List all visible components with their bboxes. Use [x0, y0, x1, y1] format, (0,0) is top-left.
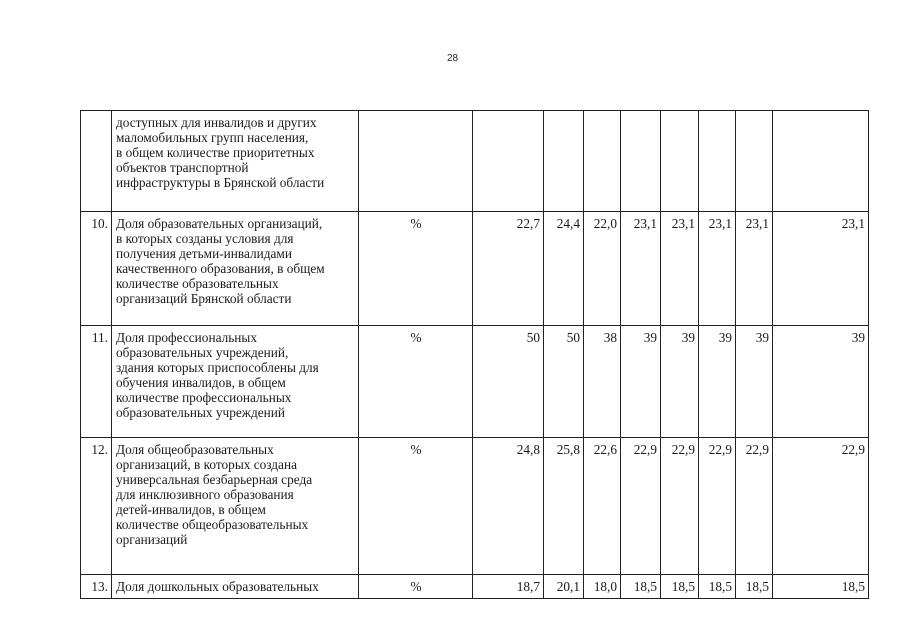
unit-cell: [359, 111, 473, 212]
unit-cell: %: [359, 212, 473, 326]
row-number: 11.: [81, 326, 112, 438]
indicator-name: [112, 575, 359, 599]
indicator-name: [112, 111, 359, 212]
value-cell: 22,0: [584, 212, 621, 326]
value-cell: 18,5: [661, 575, 699, 599]
indicator-name-line: доступных для инвалидов и других: [116, 115, 317, 130]
table-row: [81, 575, 869, 599]
table-row: [81, 326, 869, 438]
indicator-name: [112, 326, 359, 438]
value-cell: 39: [661, 326, 699, 438]
indicator-name-line: здания которых приспособлены для: [116, 360, 319, 375]
value-cell: 20,1: [544, 575, 584, 599]
value-cell: [473, 111, 544, 212]
value-cell: 18,5: [736, 575, 773, 599]
value-cell: [621, 111, 661, 212]
value-cell: 39: [736, 326, 773, 438]
value-cell: 50: [473, 326, 544, 438]
row-number: 10.: [81, 212, 112, 326]
indicator-name-line: количестве образовательных: [116, 276, 279, 291]
value-cell: [699, 111, 736, 212]
unit-cell: %: [359, 326, 473, 438]
indicator-name-line: организаций, в которых создана: [116, 457, 297, 472]
value-cell: 18,0: [584, 575, 621, 599]
value-cell: 50: [544, 326, 584, 438]
value-cell: 24,8: [473, 438, 544, 575]
value-cell: 22,7: [473, 212, 544, 326]
indicator-name-line: универсальная безбарьерная среда: [116, 472, 313, 487]
value-cell: 25,8: [544, 438, 584, 575]
value-cell: 23,1: [699, 212, 736, 326]
indicator-name-line: детей-инвалидов, в общем: [116, 502, 266, 517]
unit-cell: %: [359, 575, 473, 599]
table-row: [81, 438, 869, 575]
indicator-name: [112, 438, 359, 575]
indicator-name-line: организаций Брянской области: [116, 291, 292, 306]
value-cell: 22,9: [661, 438, 699, 575]
table-body: [81, 111, 869, 599]
row-number: 12.: [81, 438, 112, 575]
indicator-name-line: Доля профессиональных: [116, 330, 257, 345]
table-row: [81, 111, 869, 212]
indicator-name: [112, 212, 359, 326]
value-cell: 23,1: [621, 212, 661, 326]
indicator-name-line: образовательных учреждений,: [116, 345, 289, 360]
row-number: [81, 111, 112, 212]
value-cell: 38: [584, 326, 621, 438]
indicator-name-line: получения детьми-инвалидами: [116, 246, 292, 261]
value-cell: 23,1: [773, 212, 869, 326]
value-cell: [584, 111, 621, 212]
value-cell: 18,5: [699, 575, 736, 599]
value-cell: 39: [699, 326, 736, 438]
value-cell: [736, 111, 773, 212]
value-cell: 22,9: [699, 438, 736, 575]
value-cell: 18,7: [473, 575, 544, 599]
page-number: 28: [446, 53, 459, 64]
indicator-name-line: Доля образовательных организаций,: [116, 216, 323, 231]
value-cell: 23,1: [661, 212, 699, 326]
indicators-table: [80, 110, 869, 599]
value-cell: 39: [621, 326, 661, 438]
indicator-name-line: маломобильных групп населения,: [116, 130, 309, 145]
indicator-name-line: Доля общеобразовательных: [116, 442, 274, 457]
value-cell: 39: [773, 326, 869, 438]
indicator-name-line: организаций: [116, 532, 188, 547]
value-cell: 22,6: [584, 438, 621, 575]
indicator-name-line: образовательных учреждений: [116, 405, 285, 420]
value-cell: 18,5: [773, 575, 869, 599]
value-cell: 23,1: [736, 212, 773, 326]
value-cell: [544, 111, 584, 212]
unit-cell: %: [359, 438, 473, 575]
indicator-name-line: инфраструктуры в Брянской области: [116, 175, 325, 190]
indicator-name-line: обучения инвалидов, в общем: [116, 375, 286, 390]
value-cell: [661, 111, 699, 212]
value-cell: [773, 111, 869, 212]
value-cell: 22,9: [773, 438, 869, 575]
indicator-name-line: для инклюзивного образования: [116, 487, 294, 502]
indicator-name-line: объектов транспортной: [116, 160, 249, 175]
indicator-name-line: в общем количестве приоритетных: [116, 145, 315, 160]
indicator-name-line: количестве профессиональных: [116, 390, 292, 405]
indicator-name-line: качественного образования, в общем: [116, 261, 325, 276]
value-cell: 24,4: [544, 212, 584, 326]
indicator-name-line: Доля дошкольных образовательных: [116, 579, 319, 594]
table-row: [81, 212, 869, 326]
value-cell: 22,9: [736, 438, 773, 575]
value-cell: 22,9: [621, 438, 661, 575]
indicator-name-line: количестве общеобразовательных: [116, 517, 309, 532]
indicator-name-line: в которых созданы условия для: [116, 231, 294, 246]
row-number: 13.: [81, 575, 112, 599]
value-cell: 18,5: [621, 575, 661, 599]
